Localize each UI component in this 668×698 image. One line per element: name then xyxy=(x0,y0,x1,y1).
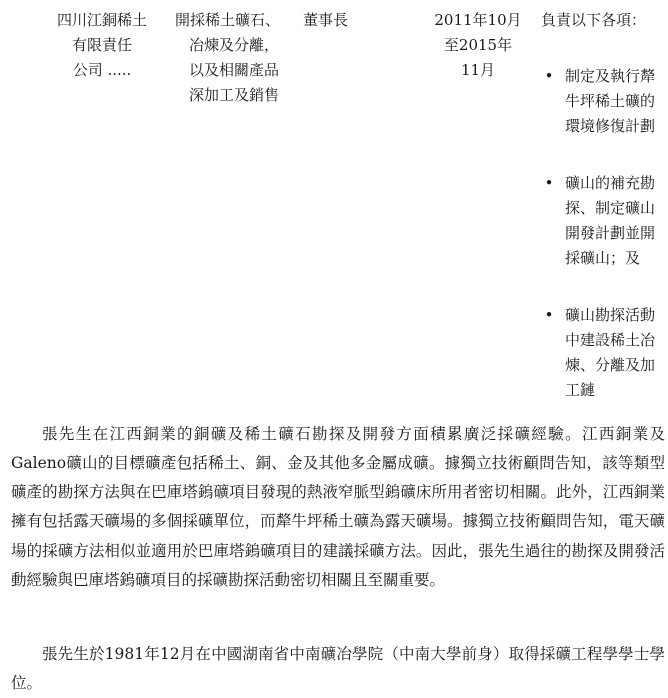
responsibility-list xyxy=(541,64,665,403)
responsibility-line: 開發計劃並開 xyxy=(565,224,655,242)
company-cell xyxy=(40,8,164,83)
bullet-icon: • xyxy=(541,171,557,196)
period-line: 11月 xyxy=(430,58,526,83)
responsibility-line: 中建設稀土冶 xyxy=(565,331,655,349)
list-item xyxy=(541,64,665,139)
paragraph-experience: 張先生在江西銅業的銅礦及稀土礦石勘探及開發方面積累廣泛採礦經驗。江西銅業及Galeno礦山的目標礦產包括稀土、銅、金及其他多金屬成礦。據獨立技術顧問告知，該等類型礦產的勘探方法與在巴庫塔鎢礦項目發現的熱液窄脈型鎢礦床所用者密切相關。此外，江西銅業擁有包括露天礦場的多個採礦單位，而犛牛坪稀土礦為露天礦場。據獨立技術顧問告知，電天礦場的採礦方法相似並適用於巴庫塔鎢礦項目的建議採礦方法。因此，張先生過往的勘探及開發活動經驗與巴庫塔鎢礦項目的採礦勘探活動密切相關且至關重要。 xyxy=(11,420,665,596)
position-cell: 董事長 xyxy=(303,8,383,33)
responsibility-cell xyxy=(541,8,665,435)
responsibility-line: 環境修復計劃 xyxy=(565,117,655,135)
bullet-icon: • xyxy=(541,64,557,89)
responsibility-line: 採礦山；及 xyxy=(565,249,640,267)
responsibility-line: 工鏈 xyxy=(565,381,595,399)
responsibility-line: 礦山的補充勘 xyxy=(565,174,655,192)
period-line: 2011年10月 xyxy=(430,8,526,33)
responsibility-line: 礦山勘探活動 xyxy=(565,306,655,324)
paragraph-education: 張先生於1981年12月在中國湖南省中南礦冶學院（中南大學前身）取得採礦工程學學士學位。 xyxy=(11,640,665,698)
business-line: 以及相關產品 xyxy=(175,58,293,83)
list-item xyxy=(541,303,665,403)
company-line: 公司 ..... xyxy=(40,58,164,83)
responsibility-line: 探、制定礦山 xyxy=(565,199,655,217)
company-line: 四川江銅稀土 xyxy=(40,8,164,33)
list-item xyxy=(541,171,665,271)
responsibility-heading: 負責以下各項： xyxy=(541,8,665,33)
company-line: 有限責任 xyxy=(40,33,164,58)
responsibility-line: 制定及執行犛 xyxy=(565,67,655,85)
business-line: 冶煉及分離， xyxy=(175,33,293,58)
bullet-icon: • xyxy=(541,303,557,328)
period-line: 至2015年 xyxy=(430,33,526,58)
business-line: 深加工及銷售 xyxy=(175,83,293,108)
period-cell xyxy=(430,8,526,83)
business-cell xyxy=(175,8,293,108)
responsibility-line: 牛坪稀土礦的 xyxy=(565,92,655,110)
responsibility-line: 煉、分離及加 xyxy=(565,356,655,374)
business-line: 開採稀土礦石、 xyxy=(175,8,293,33)
